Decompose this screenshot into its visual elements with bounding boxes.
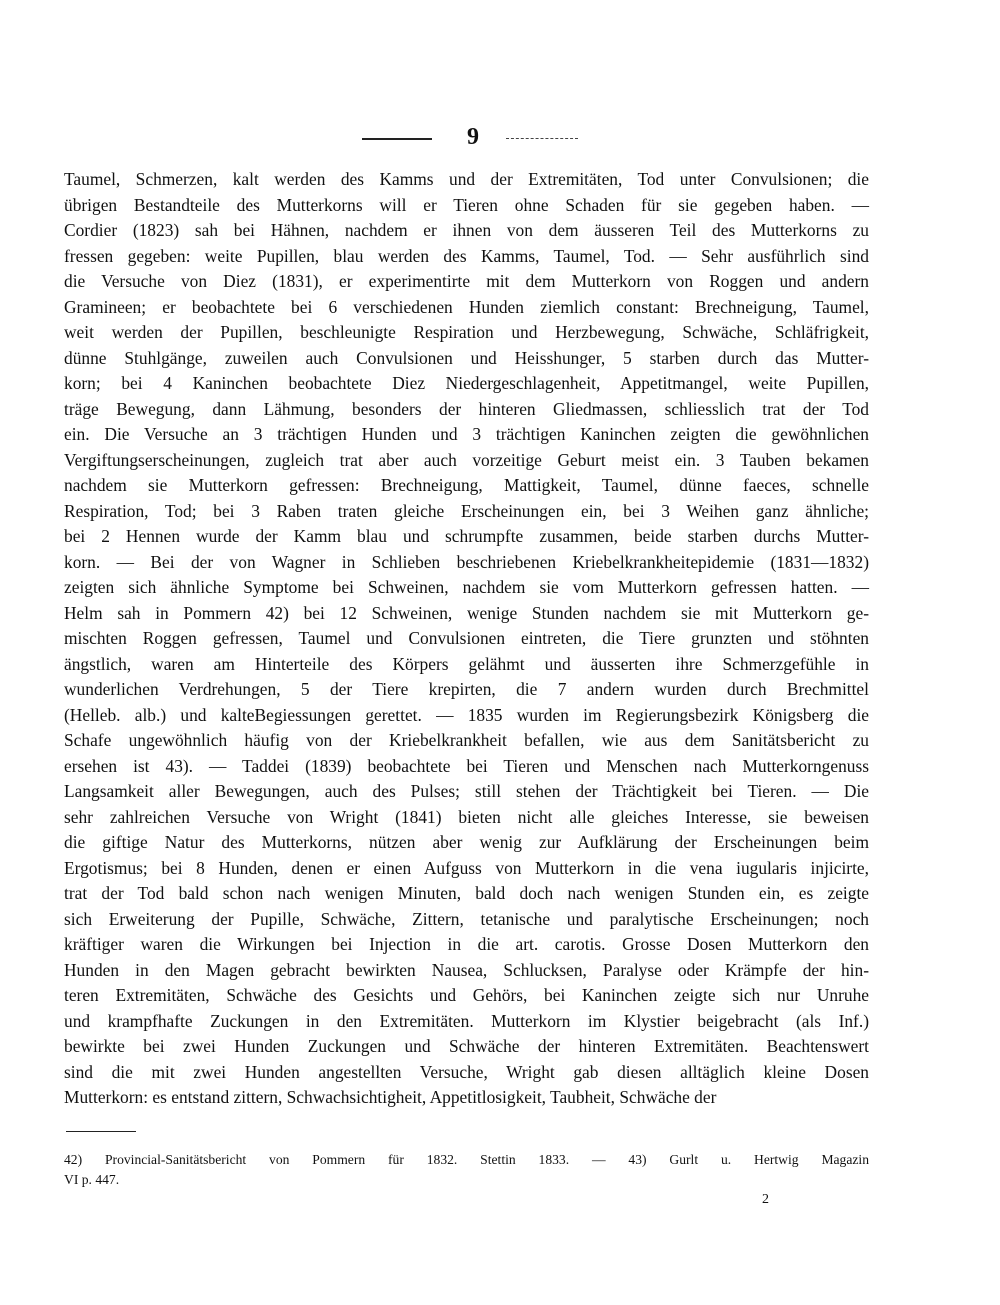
text-line: ersehen ist 43). — Taddei (1839) beobachtete bei Tieren und Menschen nach Mutterkorngenuss [64,755,869,776]
text-line: fressen gegeben: weite Pupillen, blau werden des Kamms, Taumel, Tod. — Sehr ausführlich sind [64,245,869,266]
text-line: die giftige Natur des Mutterkorns, nützen aber wenig zur Aufklärung der Erscheinungen beim [64,832,869,852]
text-line: ängstlich, waren am Hinterteile des Körpers gelähmt und äusserten ihre Schmerzgefühle in [64,653,869,674]
footnote-line: 42) Provincial-Sanitätsbericht von Pommern für 1832. Stettin 1833. — 43) Gurlt u. Hertwig Magazin [64,1152,869,1167]
text-line: teren Extremitäten, Schwäche des Gesichts und Gehörs, bei Kaninchen zeigte sich nur Unruhe [64,985,869,1005]
text-line: sind die mit zwei Hunden angestellten Versuche, Wright gab diesen alltäglich kleine Dosen [64,1061,869,1082]
body-text [64,167,869,1111]
text-line: Taumel, Schmerzen, kalt werden des Kamms und der Extremitäten, Tod unter Convulsionen; die [64,169,869,189]
text-line: sehr zahlreichen Versuche von Wright (1841) bieten nicht alle gleiches Interesse, sie beweisen [64,806,869,827]
text-line: Gramineen; er beobachtete bei 6 verschiedenen Hunden ziemlich constant: Brechneigung, Taumel, [64,296,869,317]
text-line: weit werden der Pupillen, beschleunigte Respiration und Herzbewegung, Schwäche, Schläfrigkeit, [64,322,869,342]
text-line: Mutterkorn: es entstand zittern, Schwachsichtigheit, Appetitlosigkeit, Taubheit, Schwäche der [64,1087,717,1107]
text-line: ein. Die Versuche an 3 trächtigen Hunden und 3 trächtigen Kaninchen zeigten die gewöhnlichen [64,424,869,444]
footnote-rule [66,1131,136,1132]
text-line: Schafe ungewöhnlich häufig von der Kriebelkrankheit befallen, wie aus dem Sanitätsbericht zu [64,730,869,750]
footnote-line: VI p. 447. [64,1172,120,1187]
text-line: (Helleb. alb.) und kalteBegiessungen gerettet. — 1835 wurden im Regierungsbezirk Königsberg die [64,704,869,725]
text-line: Hunden in den Magen gebracht bewirkten Nausea, Schlucksen, Paralyse oder Krämpfe der hin- [64,959,869,980]
text-line: und krampfhafte Zuckungen in den Extremitäten. Mutterkorn im Klystier beigebracht (als Inf.) [64,1010,869,1031]
text-line: sich Erweiterung der Pupille, Schwäche, Zittern, tetanische und paralytische Erscheinungen; noch [64,908,869,929]
text-line: die Versuche von Diez (1831), er experimentirte mit dem Mutterkorn von Roggen und andern [64,271,869,291]
text-line: kräftiger waren die Wirkungen bei Injection in die art. carotis. Grosse Dosen Mutterkorn den [64,934,869,954]
text-line: trat der Tod bald schon nach wenigen Minuten, bald doch nach wenigen Stunden ein, es zeigte [64,883,869,903]
text-line: zeigten sich ähnliche Symptome bei Schweinen, nachdem sie vom Mutterkorn gefressen hatten. — [64,577,869,597]
text-line: Ergotismus; bei 8 Hunden, denen er einen Aufguss von Mutterkorn in die vena iugularis injicirte, [64,857,869,878]
text-line: Vergiftungserscheinungen, zugleich trat aber auch vorzeitige Geburt meist ein. 3 Tauben bekamen [64,449,869,470]
footnotes [64,1150,869,1190]
text-line: wunderlichen Verdrehungen, 5 der Tiere krepirten, die 7 andern wurden durch Brechmittel [64,679,869,699]
text-line: Cordier (1823) sah bei Hähnen, nachdem er ihnen von dem äusseren Teil des Mutterkorns zu [64,220,869,240]
text-line: träge Bewegung, dann Lähmung, besonders der hinteren Gliedmassen, schliesslich trat der Tod [64,398,869,419]
header-rule-left [362,138,432,140]
header-rule-right [506,138,578,139]
text-line: bewirkte bei zwei Hunden Zuckungen und Schwäche der hinteren Extremitäten. Beachtenswert [64,1036,869,1056]
text-line: bei 2 Hennen wurde der Kamm blau und schrumpfte zusammen, beide starben durchs Mutter- [64,526,869,546]
text-line: korn; bei 4 Kaninchen beobachtete Diez Niedergeschlagenheit, Appetitmangel, weite Pupillen, [64,373,869,393]
text-line: Langsamkeit aller Bewegungen, auch des Pulses; still stehen der Trächtigkeit bei Tieren. — Die [64,781,869,801]
page-header [0,122,1000,152]
text-line: korn. — Bei der von Wagner in Schlieben beschriebenen Kriebelkrankheitepidemie (1831—1832) [64,551,869,572]
signature-mark: 2 [762,1192,769,1207]
text-line: Respiration, Tod; bei 3 Raben traten gleiche Erscheinungen ein, bei 3 Weihen ganz ähnliche; [64,500,869,521]
page-number: 9 [467,124,479,150]
text-line: dünne Stuhlgänge, zuweilen auch Convulsionen und Heisshunger, 5 starben durch das Mutter- [64,347,869,368]
text-line: nachdem sie Mutterkorn gefressen: Brechneigung, Mattigkeit, Taumel, dünne faeces, schnelle [64,475,869,495]
text-line: Helm sah in Pommern 42) bei 12 Schweinen, wenige Stunden nachdem sie mit Mutterkorn ge- [64,602,869,623]
text-line: mischten Roggen gefressen, Taumel und Convulsionen eintreten, die Tiere grunzten und stöhnten [64,628,869,648]
text-line: übrigen Bestandteile des Mutterkorns will er Tieren ohne Schaden für sie gegeben haben. — [64,194,869,215]
